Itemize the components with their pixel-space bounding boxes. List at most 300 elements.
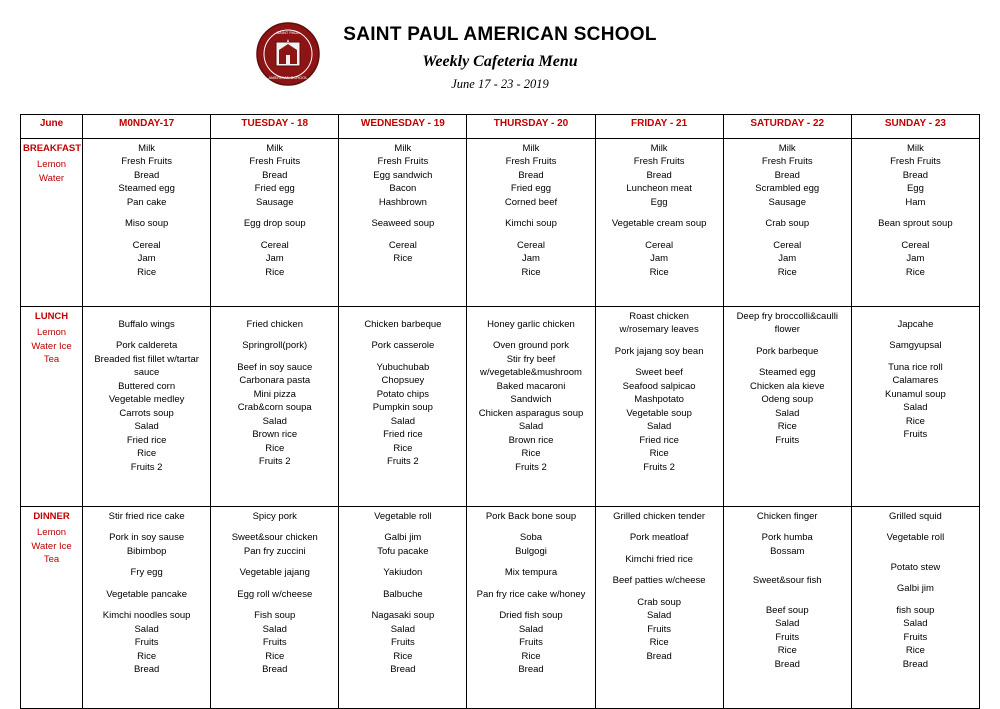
menu-item: Egg [650,196,668,208]
menu-item: Brown rice [508,434,554,446]
menu-item: Nagasaki soup [371,610,435,622]
menu-item: Fried egg [254,183,295,195]
menu-item: Salad [518,623,544,635]
menu-item: Milk [778,143,796,154]
menu-cell-breakfast-friday [595,139,723,307]
meal-drink: Water Ice [31,540,72,552]
menu-item: Vegetable medley [108,394,185,406]
menu-item-spacer [854,545,977,553]
menu-item-spacer [598,545,721,553]
menu-item: Chopsuey [381,375,425,387]
menu-item-spacer [213,523,336,531]
menu-item-spacer [213,601,336,609]
menu-item: Bread [902,169,929,181]
menu-item: Steamed egg [758,367,816,379]
menu-item: Honey garlic chicken [487,319,575,330]
menu-item-spacer [598,209,721,217]
menu-item: Rice [521,448,541,460]
menu-item: Chicken ala kieve [750,380,825,392]
menu-item: Vegetable jajang [239,567,310,579]
menu-item-spacer [598,231,721,239]
menu-item: Rice [905,415,925,427]
menu-item: Egg [906,183,924,195]
meal-label-breakfast [21,139,83,307]
menu-item: Bread [902,658,929,670]
menu-cell-dinner-sunday [851,507,979,709]
menu-item: Kimchi fried rice [625,553,693,565]
menu-item-spacer [85,523,208,531]
menu-item: Dried fish soup [499,610,563,622]
meal-row-breakfast [21,139,980,307]
menu-item: Calamares [892,375,939,387]
menu-item: Baked macaroni [496,380,566,392]
menu-cell-dinner-tuesday [211,507,339,709]
menu-item: Fresh Fruits [890,156,941,168]
menu-item: Chicken barbeque [364,319,442,330]
menu-item: Cereal [388,239,417,251]
menu-item: Rice [393,650,413,662]
menu-item: Mix tempura [504,567,558,579]
menu-item-spacer [213,310,336,318]
menu-item: Japcahe [897,319,934,330]
menu-cell-breakfast-tuesday [211,139,339,307]
menu-item: Potato chips [376,388,430,400]
menu-item: Cereal [773,239,802,251]
menu-cell-lunch-thursday [467,307,595,507]
menu-item: Rice [265,442,285,454]
meal-drink: Water Ice [31,340,72,352]
menu-item-spacer [469,209,592,217]
menu-item: Springroll(pork) [242,340,308,352]
menu-item: Fruits 2 [643,461,675,473]
menu-item-spacer [85,310,208,318]
menu-item: Grilled chicken tender [613,511,706,522]
menu-item: Egg sandwich [373,169,433,181]
menu-item: Fruits [519,637,543,649]
menu-item: Salad [775,407,800,419]
menu-item: Crab&corn soupa [237,402,312,414]
menu-item-spacer [854,310,977,318]
menu-item: Milk [906,143,924,154]
menu-cell-dinner-monday [83,507,211,709]
menu-item: Bulgogi [515,545,547,557]
menu-item: Mashpotato [634,394,684,406]
menu-item: Galbi jim [896,583,934,595]
menu-item: Fried chicken [246,319,303,330]
menu-item: Salad [903,402,928,414]
menu-item: Rice [905,645,925,657]
menu-item: Fruits [647,623,671,635]
menu-item: Bread [518,664,544,676]
menu-item: Soba [519,532,543,544]
menu-item: Fruits [134,637,159,649]
menu-item: Miso soup [124,218,169,230]
menu-item: Pan cake [126,196,167,208]
menu-item-spacer [726,566,849,574]
menu-item-spacer [469,580,592,588]
menu-item-spacer [598,588,721,596]
menu-item-spacer [341,558,464,566]
menu-item-spacer [341,601,464,609]
menu-cell-dinner-thursday [467,507,595,709]
menu-item: Fruits [775,434,800,446]
menu-item: Rice [137,266,157,278]
menu-item: Odeng soup [761,394,814,406]
menu-item: Fruits [391,637,415,649]
menu-item: Potato stew [890,561,941,573]
menu-item: Salad [775,618,800,630]
day-header-tuesday: TUESDAY - 18 [211,115,339,139]
menu-item: Milk [266,143,284,154]
menu-item-spacer [598,523,721,531]
menu-item-spacer [854,523,977,531]
menu-cell-breakfast-sunday [851,139,979,307]
menu-item: Rice [521,266,541,278]
meal-row-dinner [21,507,980,709]
menu-title: Weekly Cafeteria Menu [422,53,578,70]
menu-item: flower [774,324,800,336]
menu-item-spacer [469,331,592,339]
menu-item: Pork casserole [371,340,435,352]
menu-item-spacer [213,558,336,566]
menu-item: Sweet beef [635,367,683,379]
menu-item-spacer [469,558,592,566]
meal-drink: Tea [43,554,60,566]
school-seal-icon [256,22,320,86]
svg-text:SAINT PAUL: SAINT PAUL [276,30,300,35]
menu-item: Fresh Fruits [121,156,172,168]
weekly-menu-table [20,114,980,709]
menu-item: Pork caldereta [115,340,178,352]
menu-table-body [21,139,980,709]
day-header-sunday: SUNDAY - 23 [851,115,979,139]
menu-item-spacer [213,331,336,339]
menu-item-spacer [469,523,592,531]
menu-item: Pork jajang soy bean [614,345,704,357]
menu-item: Bread [774,169,800,181]
menu-item: Milk [138,143,156,154]
menu-item-spacer [726,558,849,566]
menu-item: Bread [774,658,800,670]
menu-item: Samgyupsal [889,340,942,352]
menu-item: Fruits 2 [515,461,547,473]
meal-label-dinner [21,507,83,709]
menu-item-spacer [341,523,464,531]
menu-cell-lunch-friday [595,307,723,507]
meal-drink: Lemon [37,526,67,538]
menu-item: Rice [265,650,285,662]
menu-item: Ham [905,196,926,208]
menu-item: Beef in soy sauce [237,361,313,373]
menu-item: Milk [394,143,412,154]
month-label: June [21,115,83,139]
meal-name: LUNCH [34,311,69,322]
menu-cell-breakfast-monday [83,139,211,307]
menu-item: Fresh Fruits [377,156,429,168]
menu-item: Fish soup [254,610,296,622]
menu-item: Fried rice [639,434,679,446]
menu-date-range: June 17 - 23 - 2019 [451,77,549,91]
menu-item: Beef soup [765,604,809,616]
menu-item: Chicken asparagus soup [478,407,584,419]
menu-item-spacer [341,231,464,239]
menu-item: Fried rice [383,429,423,441]
menu-item: Vegetable roll [374,511,432,522]
menu-item: w/rosemary leaves [619,324,699,336]
menu-item: Crab soup [765,218,810,230]
menu-item-spacer [854,353,977,361]
menu-item: Fresh Fruits [505,156,557,168]
day-header-saturday: SATURDAY - 22 [723,115,851,139]
menu-item: Scrambled egg [755,183,820,195]
menu-item: Fresh Fruits [633,156,685,168]
menu-item: Sandwich [510,394,552,406]
menu-item: Cereal [645,239,674,251]
menu-item: Rice [649,448,669,460]
menu-item: Vegetable cream soup [611,218,707,230]
menu-item: Salad [518,421,544,433]
menu-item: Jam [522,253,540,265]
menu-cell-dinner-wednesday [339,507,467,709]
menu-item: Rice [777,645,797,657]
menu-item: Jam [265,253,284,265]
menu-item: w/vegetable&mushroom [480,367,582,379]
menu-item-spacer [726,209,849,217]
menu-item-spacer [726,596,849,604]
menu-item-spacer [726,523,849,531]
menu-item: Salad [390,623,416,635]
menu-item-spacer [85,331,208,339]
menu-item: Seaweed soup [371,218,435,230]
menu-item-spacer [213,231,336,239]
menu-item: Pumpkin soup [372,402,433,414]
menu-item-spacer [726,588,849,596]
menu-item: Bread [133,664,160,676]
menu-cell-dinner-saturday [723,507,851,709]
meal-drink: Lemon [37,326,67,338]
menu-item: Sweet&sour fish [752,575,822,587]
school-name: SAINT PAUL AMERICAN SCHOOL [343,24,657,45]
menu-item: Bread [646,650,672,662]
day-header-friday: FRIDAY - 21 [595,115,723,139]
menu-item: Cereal [517,239,545,251]
table-header-row [21,115,980,139]
menu-item: Fresh Fruits [249,156,301,168]
menu-item: Pan fry zuccini [243,545,306,557]
meal-name: BREAKFAST [23,143,82,154]
menu-item: Buffalo wings [118,319,175,330]
menu-item: Milk [650,143,668,154]
menu-item-spacer [854,331,977,339]
menu-item: Milk [522,143,540,154]
menu-item-spacer [85,209,208,217]
menu-item: Pork Back bone soup [485,511,577,522]
meal-label-lunch [21,307,83,507]
menu-item: Salad [646,610,672,622]
menu-item-spacer [213,353,336,361]
menu-item: Pan fry rice cake w/honey [476,588,586,600]
menu-item: Fruits [903,631,928,643]
menu-item: Pork meatloaf [629,532,689,544]
menu-cell-breakfast-thursday [467,139,595,307]
menu-item: Rice [777,421,797,433]
menu-item: Cereal [132,239,161,251]
menu-item: Jam [137,253,156,265]
menu-item: Fruits [903,429,928,441]
menu-item-spacer [85,558,208,566]
menu-item: Sweet&sour chicken [231,532,318,544]
menu-item-spacer [469,601,592,609]
menu-item: Salad [646,421,672,433]
menu-item: Fruits 2 [130,461,163,473]
menu-cell-breakfast-wednesday [339,139,467,307]
menu-item: Jam [650,253,669,265]
menu-item-spacer [854,574,977,582]
menu-item: Rice [265,266,285,278]
menu-item: Brown rice [252,429,298,441]
menu-item: Salad [390,415,416,427]
menu-item: Bread [133,169,160,181]
menu-cell-lunch-wednesday [339,307,467,507]
menu-item: Fried rice [126,434,167,446]
menu-cell-lunch-sunday [851,307,979,507]
menu-item: Vegetable soup [626,407,692,419]
menu-item-spacer [598,337,721,345]
meal-drink: Water [39,172,65,184]
menu-item: Salad [262,623,287,635]
menu-item-spacer [341,580,464,588]
menu-item: Balbuche [383,588,423,600]
menu-item: Roast chicken [629,311,689,322]
menu-item: Rice [905,266,925,278]
menu-cell-lunch-tuesday [211,307,339,507]
menu-item: Fruits [775,631,800,643]
menu-item-spacer [213,209,336,217]
menu-item-spacer [469,231,592,239]
menu-item: Yakiudon [383,567,423,579]
menu-item: Rice [649,637,669,649]
menu-item-spacer [726,231,849,239]
menu-item: Deep fry broccolli&caulli [736,311,838,322]
menu-item: Sausage [768,196,806,208]
menu-item: Bossam [770,545,805,557]
menu-item: Oven ground pork [492,340,570,352]
menu-item: Hashbrown [378,196,427,208]
menu-item-spacer [85,601,208,609]
menu-item: Egg roll w/cheese [237,588,313,600]
menu-item: Tuna rice roll [888,361,943,373]
menu-item: Luncheon meat [626,183,692,195]
menu-item-spacer [854,209,977,217]
menu-cell-lunch-monday [83,307,211,507]
menu-item-spacer [598,358,721,366]
menu-item: Rice [649,266,669,278]
day-header-wednesday: WEDNESDAY - 19 [339,115,467,139]
meal-drink: Tea [43,354,60,366]
menu-item: Rice [521,650,541,662]
day-header-monday: M0NDAY-17 [83,115,211,139]
menu-item: Fried egg [510,183,552,195]
menu-item: Kimchi soup [505,218,557,230]
menu-item: Bread [390,664,416,676]
menu-item: Cereal [901,239,930,251]
menu-item-spacer [726,358,849,366]
menu-item: Fresh Fruits [761,156,813,168]
menu-item: Steamed egg [118,183,175,195]
menu-item-spacer [85,580,208,588]
menu-item: Salad [134,421,159,433]
menu-cell-breakfast-saturday [723,139,851,307]
menu-item-spacer [341,353,464,361]
menu-item: Egg drop soup [243,218,306,230]
menu-item: Crab soup [637,596,682,608]
menu-item: Fruits 2 [387,456,419,468]
menu-item: fish soup [896,604,935,616]
menu-item: Stir fry beef [506,353,556,365]
menu-item: Buttered corn [118,380,176,392]
menu-item: Jam [906,253,925,265]
meal-row-lunch [21,307,980,507]
menu-item: sauce [133,367,160,379]
menu-item: Carbonara pasta [239,375,311,387]
menu-item: Pork humba [761,532,813,544]
menu-item: Sausage [255,196,294,208]
meal-drink: Lemon [37,158,67,170]
menu-item: Bread [518,169,544,181]
menu-item: Rice [393,442,413,454]
menu-item-spacer [85,231,208,239]
menu-item: Seafood salpicao [622,380,696,392]
menu-item: Mini pizza [253,388,296,400]
menu-cell-lunch-saturday [723,307,851,507]
menu-item: Bread [646,169,672,181]
menu-item: Bread [262,664,288,676]
menu-item: Chicken finger [756,511,818,522]
menu-item: Fry egg [130,567,163,579]
menu-item: Salad [262,415,287,427]
menu-item-spacer [341,209,464,217]
page-header [0,0,1000,102]
menu-item-spacer [854,553,977,561]
menu-item-spacer [469,310,592,318]
menu-item: Spicy pork [252,511,297,522]
menu-item: Rice [137,650,157,662]
menu-item: Kunamul soup [885,388,946,400]
menu-item: Bibimbop [126,545,167,557]
menu-item-spacer [726,337,849,345]
menu-cell-dinner-friday [595,507,723,709]
day-header-thursday: THURSDAY - 20 [467,115,595,139]
menu-item: Bread [262,169,288,181]
meal-name: DINNER [33,511,70,522]
menu-item-spacer [854,596,977,604]
menu-item: Bean sprout soup [878,218,953,230]
menu-item: Bacon [389,183,417,195]
menu-item: Salad [903,618,928,630]
menu-item: Pork barbeque [756,345,819,357]
menu-item: Kimchi noodles soup [102,610,191,622]
menu-item-spacer [598,566,721,574]
menu-item: Vegetable pancake [106,588,188,600]
menu-item: Beef patties w/cheese [612,575,706,587]
menu-item: Rice [393,253,413,265]
menu-item: Stir fried rice cake [108,511,185,522]
menu-item: Jam [778,253,797,265]
menu-item-spacer [341,310,464,318]
menu-item: Rice [777,266,797,278]
menu-item: Pork in soy sause [109,532,185,544]
menu-item: Tofu pacake [377,545,429,557]
